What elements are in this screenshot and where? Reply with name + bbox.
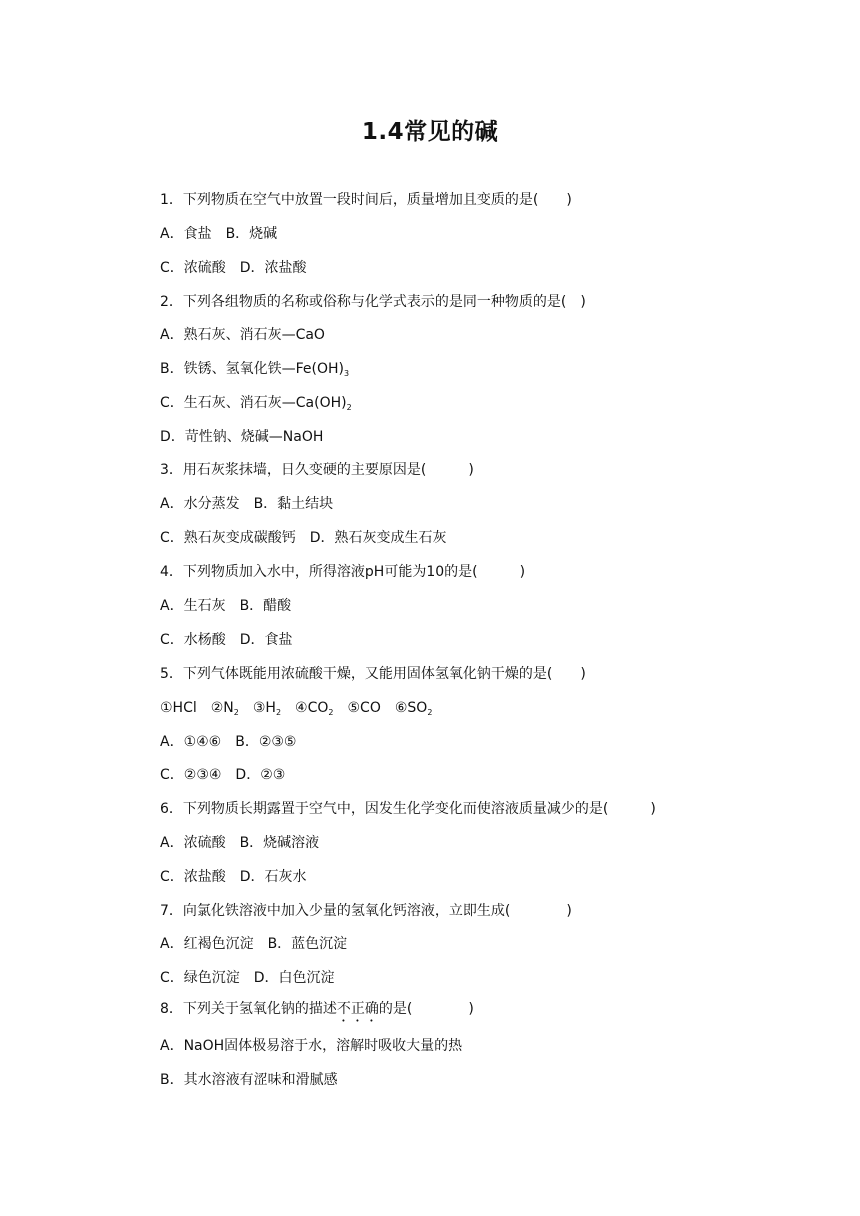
subscript: 2: [275, 708, 282, 717]
subscript: 2: [427, 708, 433, 717]
question-1-options-cd: C．浓硫酸 D．浓盐酸: [160, 260, 307, 276]
question-8-option-b: B．其水溶液有涩味和滑腻感: [160, 1072, 338, 1088]
question-4-stem: 4．下列物质加入水中，所得溶液pH可能为10的是( ): [160, 564, 526, 580]
question-2-option-b: [160, 359, 349, 379]
gas-4: ④CO: [281, 700, 329, 716]
gas-5: ⑤CO: [333, 700, 395, 716]
gas-1: ①HCl: [160, 700, 211, 716]
question-5-options-cd: C．②③④ D．②③: [160, 767, 286, 783]
question-2-option-a: A．熟石灰、消石灰—CaO: [160, 327, 325, 343]
question-3-options-ab: A．水分蒸发 B．黏土结块: [160, 496, 334, 512]
gas-2: ②N: [210, 700, 234, 716]
question-8-option-a: A．NaOH固体极易溶于水，溶解时吸收大量的热: [160, 1038, 463, 1054]
option-c-text: C．生石灰、消石灰—Ca(OH): [160, 395, 347, 411]
question-7-options-ab: A．红褐色沉淀 B．蓝色沉淀: [160, 936, 348, 952]
option-b-text: B．铁锈、氢氧: [160, 361, 254, 377]
emphasis-text: 不正确: [336, 1001, 379, 1017]
question-4-options-cd: C．水杨酸 D．食盐: [160, 632, 293, 648]
question-3-options-cd: C．熟石灰变成碳酸钙 D．熟石灰变成生石灰: [160, 530, 447, 546]
question-5-stem: 5．下列气体既能用浓硫酸干燥，又能用固体氢氧化钠干燥的是( ): [160, 666, 586, 682]
question-2-option-d: D．苛性钠、烧碱—NaOH: [160, 429, 324, 445]
subscript: 3: [343, 369, 350, 378]
option-b-formula: 化铁—Fe(OH): [253, 361, 344, 377]
question-5-options-ab: A．①④⑥ B．②③⑤: [160, 734, 297, 750]
page-title: 1.4常见的碱: [361, 119, 499, 145]
gas-6: ⑥SO: [394, 700, 428, 716]
question-4-options-ab: A．生石灰 B．醋酸: [160, 598, 292, 614]
subscript: 2: [328, 708, 334, 717]
stem-text: 8．下列关于氢氧化钠的描述: [160, 1001, 337, 1017]
question-6-stem: 6．下列物质长期露置于空气中，因发生化学变化而使溶液质量减少的是( ): [160, 801, 656, 817]
question-6-options-cd: C．浓盐酸 D．石灰水: [160, 869, 307, 885]
question-1-stem: 1．下列物质在空气中放置一段时间后，质量增加且变质的是( ): [160, 192, 572, 208]
gas-3: ③H: [238, 700, 276, 716]
subscript: 2: [346, 403, 352, 412]
question-2-stem: 2．下列各组物质的名称或俗称与化学式表示的是同一种物质的是( ): [160, 294, 586, 310]
question-6-options-ab: A．浓硫酸 B．烧碱溶液: [160, 835, 320, 851]
question-2-option-c: [160, 393, 352, 413]
question-5-gas-list: [160, 698, 432, 718]
question-7-stem: 7．向氯化铁溶液中加入少量的氢氧化钙溶液，立即生成( ): [160, 903, 572, 919]
question-7-options-cd: C．绿色沉淀 D．白色沉淀: [160, 970, 335, 986]
question-1-options-ab: A．食盐 B．烧碱: [160, 226, 278, 242]
subscript: 2: [233, 708, 239, 717]
question-8-stem: [160, 999, 474, 1025]
stem-text: 的是( ): [378, 1001, 474, 1017]
question-3-stem: 3．用石灰浆抹墙，日久变硬的主要原因是( ): [160, 462, 474, 478]
